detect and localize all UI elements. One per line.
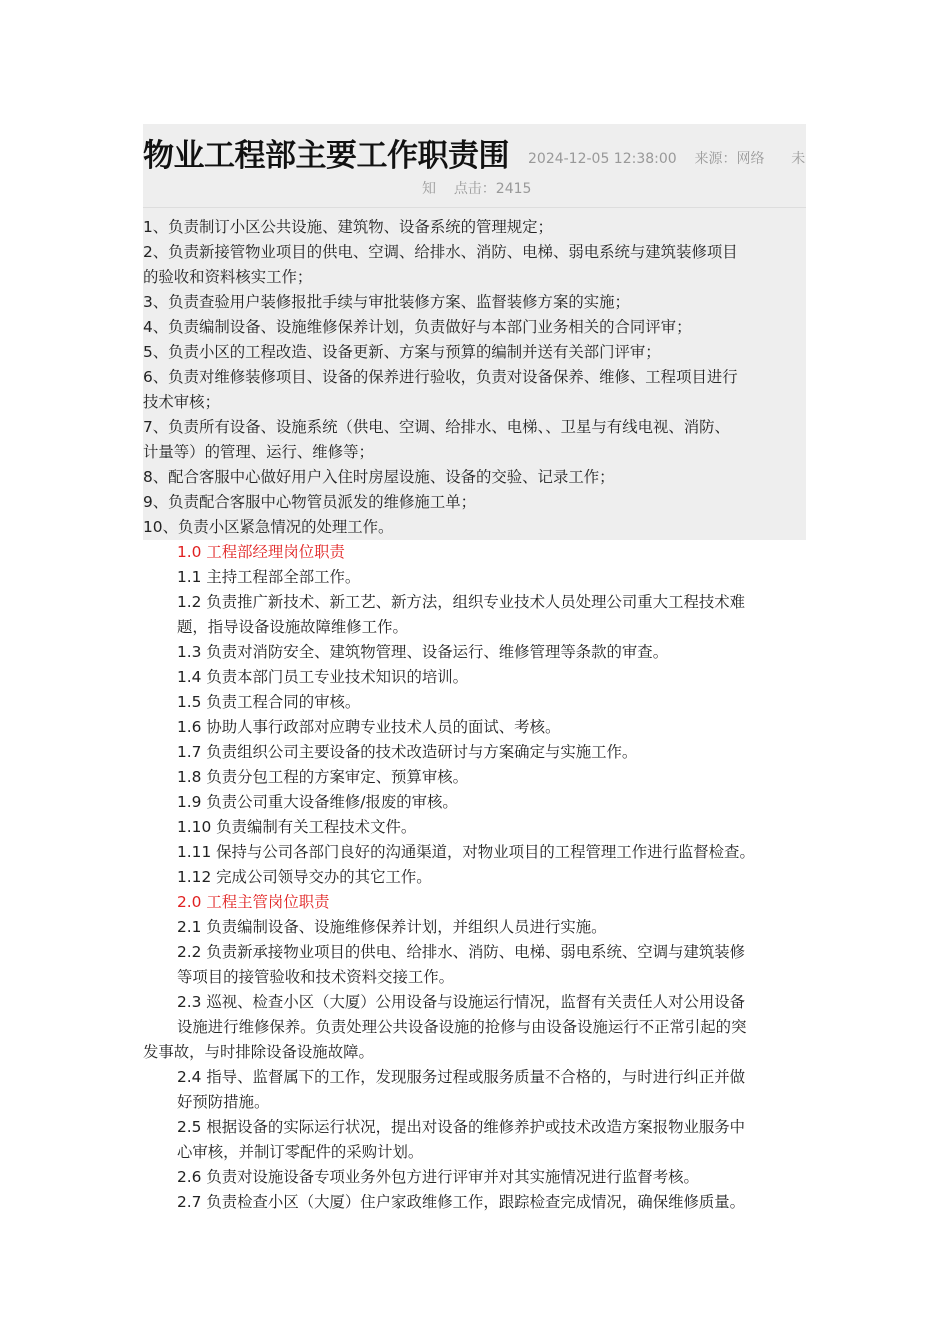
duty-line: 9、负责配合客服中心物管员派发的维修施工单； (143, 493, 476, 511)
section1-item: 1.12 完成公司领导交办的其它工作。 (177, 868, 432, 886)
article-author-part1: 未 (791, 151, 806, 167)
section1-item: 1.9 负责公司重大设备维修/报废的审核。 (177, 793, 458, 811)
section2-item: 发事故，与时排除设备设施故障。 (143, 1043, 374, 1061)
article-meta-line1 (528, 148, 805, 168)
header-divider (143, 207, 806, 208)
duty-line: 计量等）的管理、运行、维修等； (143, 443, 374, 461)
section1-item: 题，指导设备设施故障维修工作。 (177, 618, 408, 636)
section1-item: 1.2 负责推广新技术、新工艺、新方法，组织专业技术人员处理公司重大工程技术难 (177, 593, 746, 611)
duty-line: 的验收和资料核实工作； (143, 268, 313, 286)
article-date: 2024-12-05 12:38:00 (528, 151, 677, 167)
duty-line: 3、负责查验用户装修报批手续与审批装修方案、监督装修方案的实施； (143, 293, 630, 311)
section2-item: 2.6 负责对设施设备专项业务外包方进行评审并对其实施情况进行监督考核。 (177, 1168, 699, 1186)
article-clicks: 点击：2415 (453, 181, 532, 197)
section1-item: 1.4 负责本部门员工专业技术知识的培训。 (177, 668, 469, 686)
section2-item: 等项目的接管验收和技术资料交接工作。 (177, 968, 455, 986)
section1-item: 1.11 保持与公司各部门良好的沟通渠道，对物业项目的工程管理工作进行监督检查。 (177, 843, 755, 861)
section2-item: 设施进行维修保养。负责处理公共设备设施的抢修与由设备设施运行不正常引起的突 (177, 1018, 747, 1036)
duty-line: 8、配合客服中心做好用户入住时房屋设施、设备的交验、记录工作； (143, 468, 615, 486)
section2-item: 2.2 负责新承接物业项目的供电、给排水、消防、电梯、弱电系统、空调与建筑装修 (177, 943, 746, 961)
duty-line: 7、负责所有设备、设施系统（供电、空调、给排水、电梯、、卫星与有线电视、消防、 (143, 418, 730, 436)
article-title: 物业工程部主要工作职责围 (143, 138, 509, 174)
duty-line: 6、负责对维修装修项目、设备的保养进行验收，负责对设备保养、维修、工程项目进行 (143, 368, 738, 386)
section2-heading: 2.0 工程主管岗位职责 (177, 893, 330, 911)
article-meta-line2 (422, 178, 531, 198)
article-header (143, 130, 806, 197)
section1-heading: 1.0 工程部经理岗位职责 (177, 543, 345, 561)
section2-item: 好预防措施。 (177, 1093, 270, 1111)
section1-item: 1.1 主持工程部全部工作。 (177, 568, 361, 586)
duty-line: 技术审核； (143, 393, 220, 411)
article-author-part2: 知 (422, 181, 436, 197)
duty-line: 1、负责制订小区公共设施、建筑物、设备系统的管理规定； (143, 218, 553, 236)
section1-item: 1.8 负责分包工程的方案审定、预算审核。 (177, 768, 469, 786)
section1-item: 1.7 负责组织公司主要设备的技术改造研讨与方案确定与实施工作。 (177, 743, 638, 761)
section2-item: 2.5 根据设备的实际运行状况，提出对设备的维修养护或技术改造方案报物业服务中 (177, 1118, 746, 1136)
section1-item: 1.10 负责编制有关工程技术文件。 (177, 818, 417, 836)
section1-item: 1.6 协助人事行政部对应聘专业技术人员的面试、考核。 (177, 718, 561, 736)
duty-line: 2、负责新接管物业项目的供电、空调、给排水、消防、电梯、弱电系统与建筑装修项目 (143, 243, 738, 261)
duty-line: 5、负责小区的工程改造、设备更新、方案与预算的编制并送有关部门评审； (143, 343, 661, 361)
article-body (143, 215, 803, 1215)
section2-item: 2.4 指导、监督属下的工作，发现服务过程或服务质量不合格的，与时进行纠正并做 (177, 1068, 746, 1086)
article-source: 来源：网络 (694, 151, 765, 167)
section2-item: 2.1 负责编制设备、设施维修保养计划，并组织人员进行实施。 (177, 918, 607, 936)
section1-item: 1.3 负责对消防安全、建筑物管理、设备运行、维修管理等条款的审查。 (177, 643, 669, 661)
duty-line: 4、负责编制设备、设施维修保养计划，负责做好与本部门业务相关的合同评审； (143, 318, 692, 336)
duty-line: 10、负责小区紧急情况的处理工作。 (143, 518, 394, 536)
section2-item: 2.7 负责检查小区（大厦）住户家政维修工作，跟踪检查完成情况，确保维修质量。 (177, 1193, 746, 1211)
section2-item: 心审核，并制订零配件的采购计划。 (177, 1143, 424, 1161)
section1-item: 1.5 负责工程合同的审核。 (177, 693, 361, 711)
section2-item: 2.3 巡视、检查小区（大厦）公用设备与设施运行情况，监督有关责任人对公用设备 (177, 993, 746, 1011)
